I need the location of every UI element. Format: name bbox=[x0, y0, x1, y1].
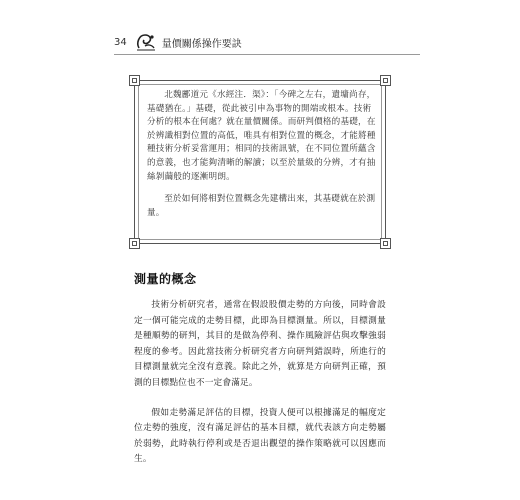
running-header bbox=[114, 31, 414, 53]
sidebar-box bbox=[134, 80, 386, 244]
book-logo-icon bbox=[133, 31, 159, 53]
page-number: 34 bbox=[114, 36, 127, 48]
book-title: 量價關係操作要訣 bbox=[161, 38, 242, 50]
body-text bbox=[134, 298, 386, 468]
sidebar-box-text bbox=[147, 89, 377, 220]
box-corner-ornament bbox=[129, 238, 140, 249]
body-paragraph: 假如走勢滿足評估的目標，投資人便可以根據滿足的幅度定位走勢的強度，沒有滿足評估的基本目標，就代表該方向走勢屬於弱勢，此時執行停利或是否退出觀望的操作策略就可以因應而生。 bbox=[134, 407, 386, 465]
box-corner-ornament bbox=[380, 238, 391, 249]
box-corner-ornament bbox=[380, 75, 391, 86]
box-paragraph: 至於如何將相對位置概念先建構出來，其基礎就在於測量。 bbox=[147, 194, 376, 218]
body-paragraph: 技術分析研究者，通常在假設股價走勢的方向後，同時會設定一個可能完成的走勢目標，此即為目標測量。所以，目標測量是種順勢的研判，其目的是做為停利、操作風險評估與攻擊強弱程度的參考。因此當技術分析研究者方向研判錯誤時，所進行的目標測量就完全沒有意義。除此之外，就算是方向研判正確，預測的目標點位也不一定會滿足。 bbox=[134, 300, 386, 388]
section-heading: 測量的概念 bbox=[134, 272, 197, 286]
header-divider bbox=[114, 54, 420, 55]
box-corner-ornament bbox=[129, 75, 140, 86]
box-paragraph: 北魏酈道元《水經注．渠》：「今碑之左右，遺墉尚存，基礎猶在。」基礎，從此被引申為事物的開端或根本。技術分析的根本在何處？就在量價關係。而研判價格的基礎，在於辨識相對位置的高低，唯具有相對位置的概念，才能將種種技術分析妥當運用；相同的技術訊號，在不同位置所蘊含的意義，也才能夠清晰的解讀；以至於量級的分辨，才有抽絲剝繭般的逐漸明朗。 bbox=[147, 90, 376, 182]
